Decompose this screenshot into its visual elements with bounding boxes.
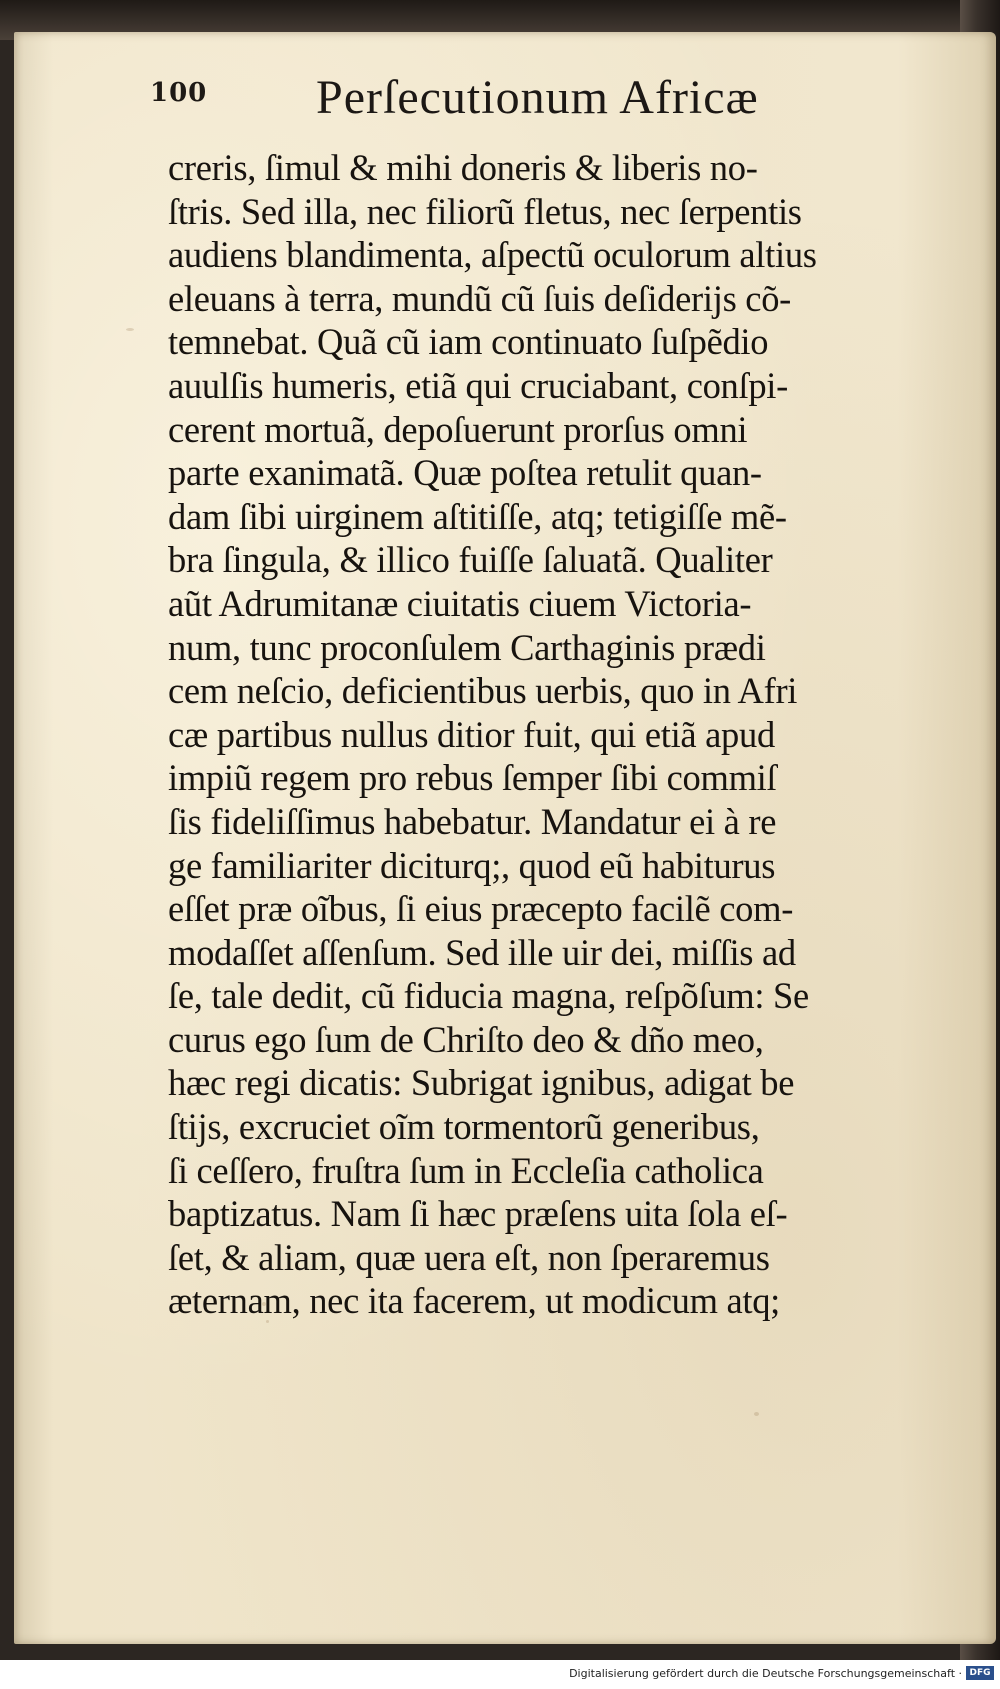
text-line: modaſſet aſſenſum. Sed ille uir dei, miſſis ad: [168, 931, 796, 973]
text-line: ſtris. Sed illa, nec filiorũ fletus, nec ſerpentis: [168, 190, 802, 232]
text-line: eleuans à terra, mundũ cũ ſuis deſiderijs cõ-: [168, 277, 792, 319]
text-line: bra ſingula, & illico fuiſſe ſaluatã. Qualiter: [168, 539, 773, 581]
page-number: 100: [150, 78, 208, 108]
text-line: temnebat. Quã cũ iam continuato ſuſpẽdio: [168, 321, 769, 363]
paper-spot: [126, 328, 134, 331]
text-line: eſſet præ oĩbus, ſi eius præcepto facilẽ com-: [168, 888, 794, 930]
text-line: parte exanimatã. Quæ poſtea retulit quan-: [168, 452, 762, 494]
text-line: baptizatus. Nam ſi hæc præſens uita ſola eſ-: [168, 1193, 788, 1235]
text-line: ſtijs, excruciet oĩm tormentorũ generibus,: [168, 1106, 760, 1148]
dfg-logo: DFG: [966, 1666, 994, 1680]
text-line: num, tunc proconſulem Carthaginis prædi: [168, 626, 766, 668]
text-line: hæc regi dicatis: Subrigat ignibus, adigat be: [168, 1062, 795, 1104]
text-line: ſet, & aliam, quæ uera eſt, non ſperaremus: [168, 1236, 770, 1278]
text-line: auulſis humeris, etiã qui cruciabant, conſpi-: [168, 364, 788, 406]
text-line: creris, ſimul & mihi doneris & liberis no-: [168, 147, 758, 188]
text-line: cerent mortuã, depoſuerunt prorſus omni: [168, 408, 748, 450]
text-line: impiũ regem pro rebus ſemper ſibi commiſ: [168, 757, 777, 799]
text-line: ſe, tale dedit, cũ fiducia magna, reſpõſum: Se: [168, 975, 809, 1017]
text-line: ge familiariter diciturq;, quod eũ habiturus: [168, 844, 776, 886]
running-head: Perſecutionum Africæ: [316, 71, 759, 124]
funding-credit: Digitalisierung gefördert durch die Deutsche Forschungsgemeinschaft ·: [569, 1667, 962, 1680]
paper-spot: [754, 1412, 759, 1416]
text-line: cæ partibus nullus ditior fuit, qui etiã apud: [168, 713, 775, 755]
text-line: audiens blandimenta, aſpectũ oculorum altius: [168, 234, 817, 276]
text-line: cem neſcio, deficientibus uerbis, quo in Afri: [168, 670, 798, 712]
text-line: curus ego ſum de Chriſto deo & dño meo,: [168, 1018, 764, 1060]
text-line: ſi ceſſero, fruſtra ſum in Eccleſia catholica: [168, 1149, 764, 1191]
text-line: aũt Adrumitanæ ciuitatis ciuem Victoria-: [168, 582, 752, 624]
body-text: [168, 146, 928, 1323]
text-line: æternam, nec ita facerem, ut modicum atq;: [168, 1280, 781, 1322]
text-line: dam ſibi uirginem aſtitiſſe, atq; tetigiſſe mẽ-: [168, 495, 787, 537]
text-line: ſis fideliſſimus habebatur. Mandatur ei à re: [168, 800, 777, 842]
